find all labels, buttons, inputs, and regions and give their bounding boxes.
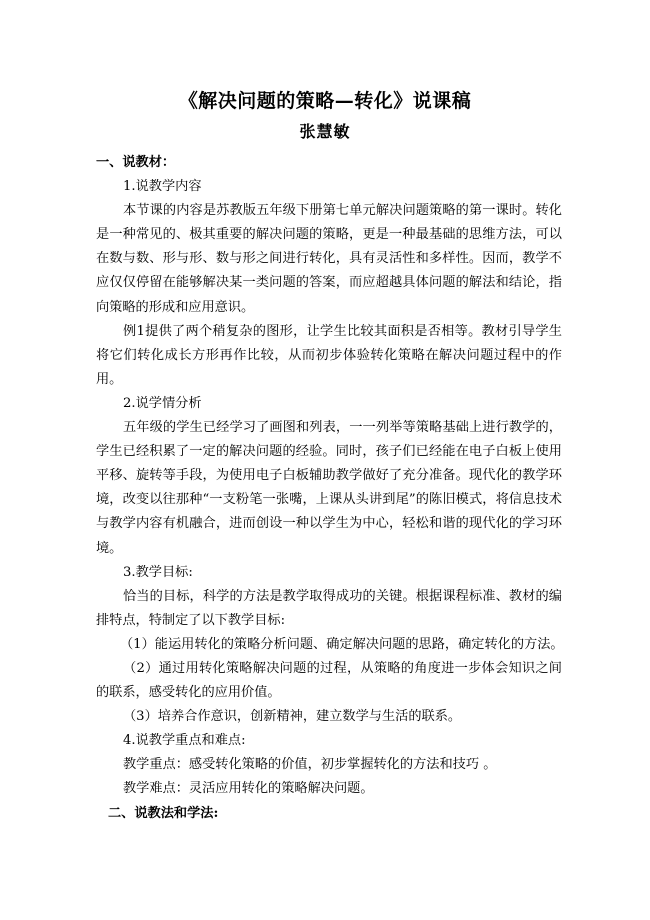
document-title: 《解决问题的策略—转化》说课稿: [178, 90, 472, 112]
subsection-heading-key-points: 4.说教学重点和难点:: [123, 733, 246, 749]
subsection-heading-learner-analysis: 2.说学情分析: [123, 395, 202, 411]
difficulty-text: 教学难点：灵活应用转化的策略解决问题。: [123, 781, 374, 797]
key-point-text: 教学重点：感受转化策略的价值，初步掌握转化的方法和技巧 。: [123, 757, 497, 773]
subsection-heading-content: 1.说教学内容: [123, 179, 202, 195]
goal-item-3: （3）培养合作意识，创新精神，建立数学与生活的联系。: [123, 709, 462, 725]
paragraph-example-1: 例1提供了两个稍复杂的图形，让学生比较其面积是否相等。教材引导学生将它们转化成长方形再作比较，从而初步体验转化策略在解决问题过程中的作用。: [96, 323, 562, 387]
paragraph-content-intro: 本节课的内容是苏教版五年级下册第七单元解决问题策略的第一课时。转化是一种常见的、极其重要的解决问题的策略，更是一种最基础的思维方法，可以在数与数、形与形、数与形之间进行转化，具有灵活性和多样性。因而，教学不应仅仅停留在能够解决某一类问题的答案，而应超越具体问题的解法和结论，指向策略的形成和应用意识。: [96, 203, 562, 315]
section-heading-1: 一、说教材：: [96, 155, 176, 170]
subsection-heading-goals: 3.教学目标:: [123, 564, 193, 580]
author-name: 张慧敏: [299, 122, 351, 141]
paragraph-goals-intro: 恰当的目标，科学的方法是教学取得成功的关键。根据课程标准、教材的编排特点，特制定了以下教学目标:: [96, 588, 562, 628]
section-heading-2: 二、说教法和学法:: [108, 805, 219, 821]
goal-item-2: （2）通过用转化策略解决问题的过程，从策略的角度进一步体会知识之间的联系，感受转化的应用价值。: [96, 660, 562, 701]
goal-item-1: （1）能运用转化的策略分析问题、确定解决问题的思路，确定转化的方法。: [120, 636, 564, 652]
document-body: [96, 151, 562, 826]
paragraph-learner-analysis: 五年级的学生已经学习了画图和列表，一一列举等策略基础上进行教学的，学生已经积累了一定的解决问题的经验。同时，孩子们已经能在电子白板上使用平移、旋转等手段，为使用电子白板辅助教学做好了充分准备。现代化的教学环境，改变以往那种“一支粉笔一张嘴，上课从头讲到尾”的陈旧模式，将信息技术与教学内容有机融合，进而创设一种以学生为中心，轻松和谐的现代化的学习环境。: [96, 420, 562, 556]
